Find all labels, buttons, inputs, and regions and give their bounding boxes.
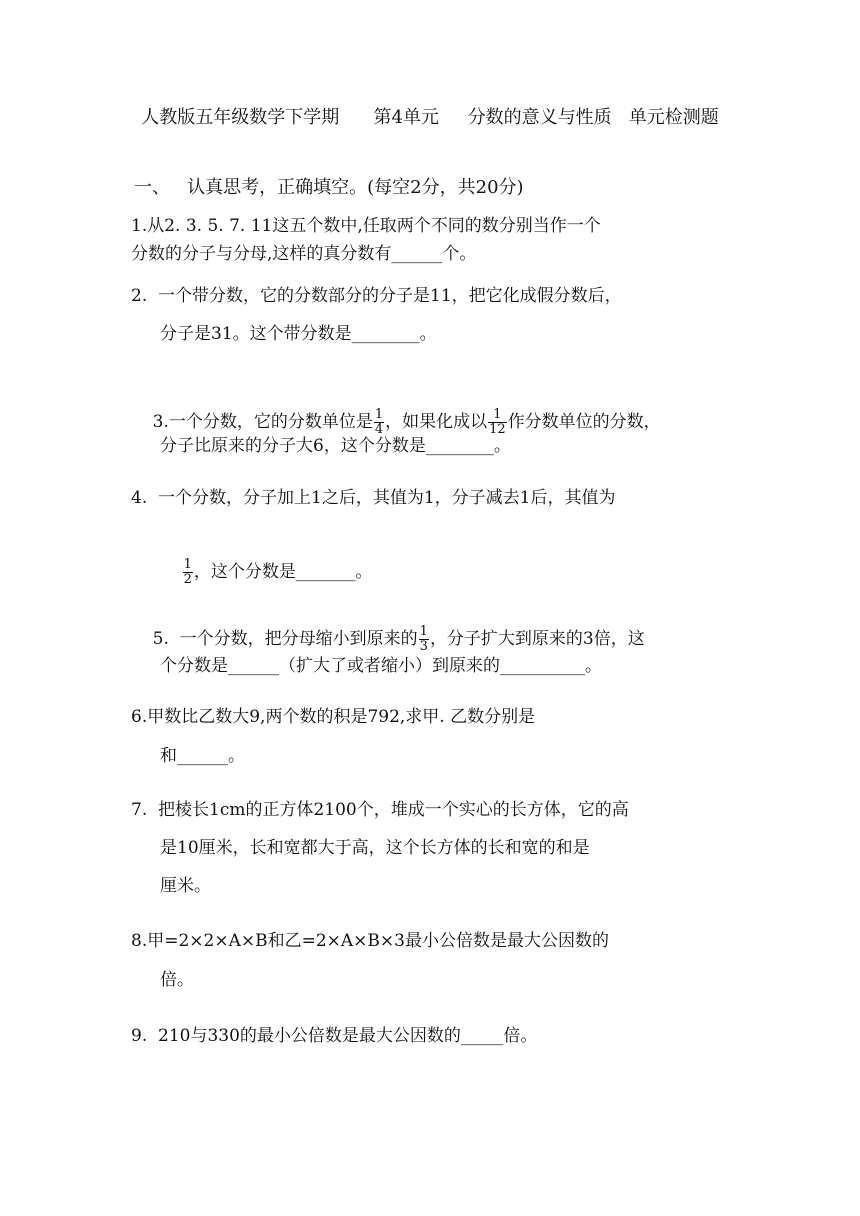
fraction-one-third <box>419 625 429 654</box>
question-8-line-1: 8.甲=2×2×A×B和乙=2×A×B×3最小公倍数是最大公因数的 <box>131 931 609 951</box>
question-6-line-2: 和______。 <box>160 746 245 766</box>
question-5-line-2: 个分数是______（扩大了或者缩小）到原来的__________。 <box>160 656 602 676</box>
question-5-text-b: ，分子扩大到原来的3倍，这 <box>429 629 645 649</box>
fraction-denominator: 3 <box>419 639 428 654</box>
fraction-numerator: 1 <box>183 557 192 572</box>
question-2-line-1: 2. 一个带分数，它的分数部分的分子是11，把它化成假分数后， <box>131 286 622 306</box>
question-5-text-a: 5. 一个分数，把分母缩小到原来的 <box>152 629 418 649</box>
question-1-line-2: 分数的分子与分母,这样的真分数有______个。 <box>131 244 477 264</box>
fraction-denominator: 2 <box>183 572 192 587</box>
question-3-text-b: ，如果化成以 <box>385 412 488 432</box>
fraction-numerator: 1 <box>488 408 507 423</box>
question-6-line-1: 6.甲数比乙数大9,两个数的积是792,求甲. 乙数分别是 <box>131 707 536 727</box>
fraction-one-half <box>183 558 193 587</box>
question-9-line-1: 9. 210与330的最小公倍数是最大公因数的_____倍。 <box>131 1026 538 1046</box>
question-7-line-1: 7. 把棱长1cm的正方体2100个，堆成一个实心的长方体，它的高 <box>131 800 629 820</box>
question-4-line-1: 4. 一个分数，分子加上1之后，其值为1，分子减去1后，其值为 <box>131 488 616 508</box>
question-7-line-2: 是10厘米，长和宽都大于高，这个长方体的长和宽的和是 <box>160 838 590 858</box>
question-3-text-a: 3.一个分数，它的分数单位是 <box>152 412 373 432</box>
question-1-line-1: 1.从2. 3. 5. 7. 11这五个数中,任取两个不同的数分别当作一个 <box>131 216 601 236</box>
question-8-line-2: 倍。 <box>160 970 194 990</box>
fraction-numerator: 1 <box>419 624 428 639</box>
section-heading: 一、 认真思考，正确填空。(每空2分，共20分) <box>134 177 524 198</box>
question-3-text-c: 作分数单位的分数， <box>507 412 661 432</box>
document-title: 人教版五年级数学下学期 第4单元 分数的意义与性质 单元检测题 <box>141 107 719 128</box>
fraction-denominator: 12 <box>489 422 506 437</box>
fraction-denominator: 4 <box>374 422 384 437</box>
fraction-numerator: 1 <box>374 407 384 422</box>
question-3-line-2: 分子比原来的分子大6，这个分数是________。 <box>160 436 511 456</box>
question-2-line-2: 分子是31。这个带分数是________。 <box>160 324 437 344</box>
question-7-line-3: 厘米。 <box>160 876 211 896</box>
question-4-text-b: ，这个分数是_______。 <box>193 562 373 582</box>
